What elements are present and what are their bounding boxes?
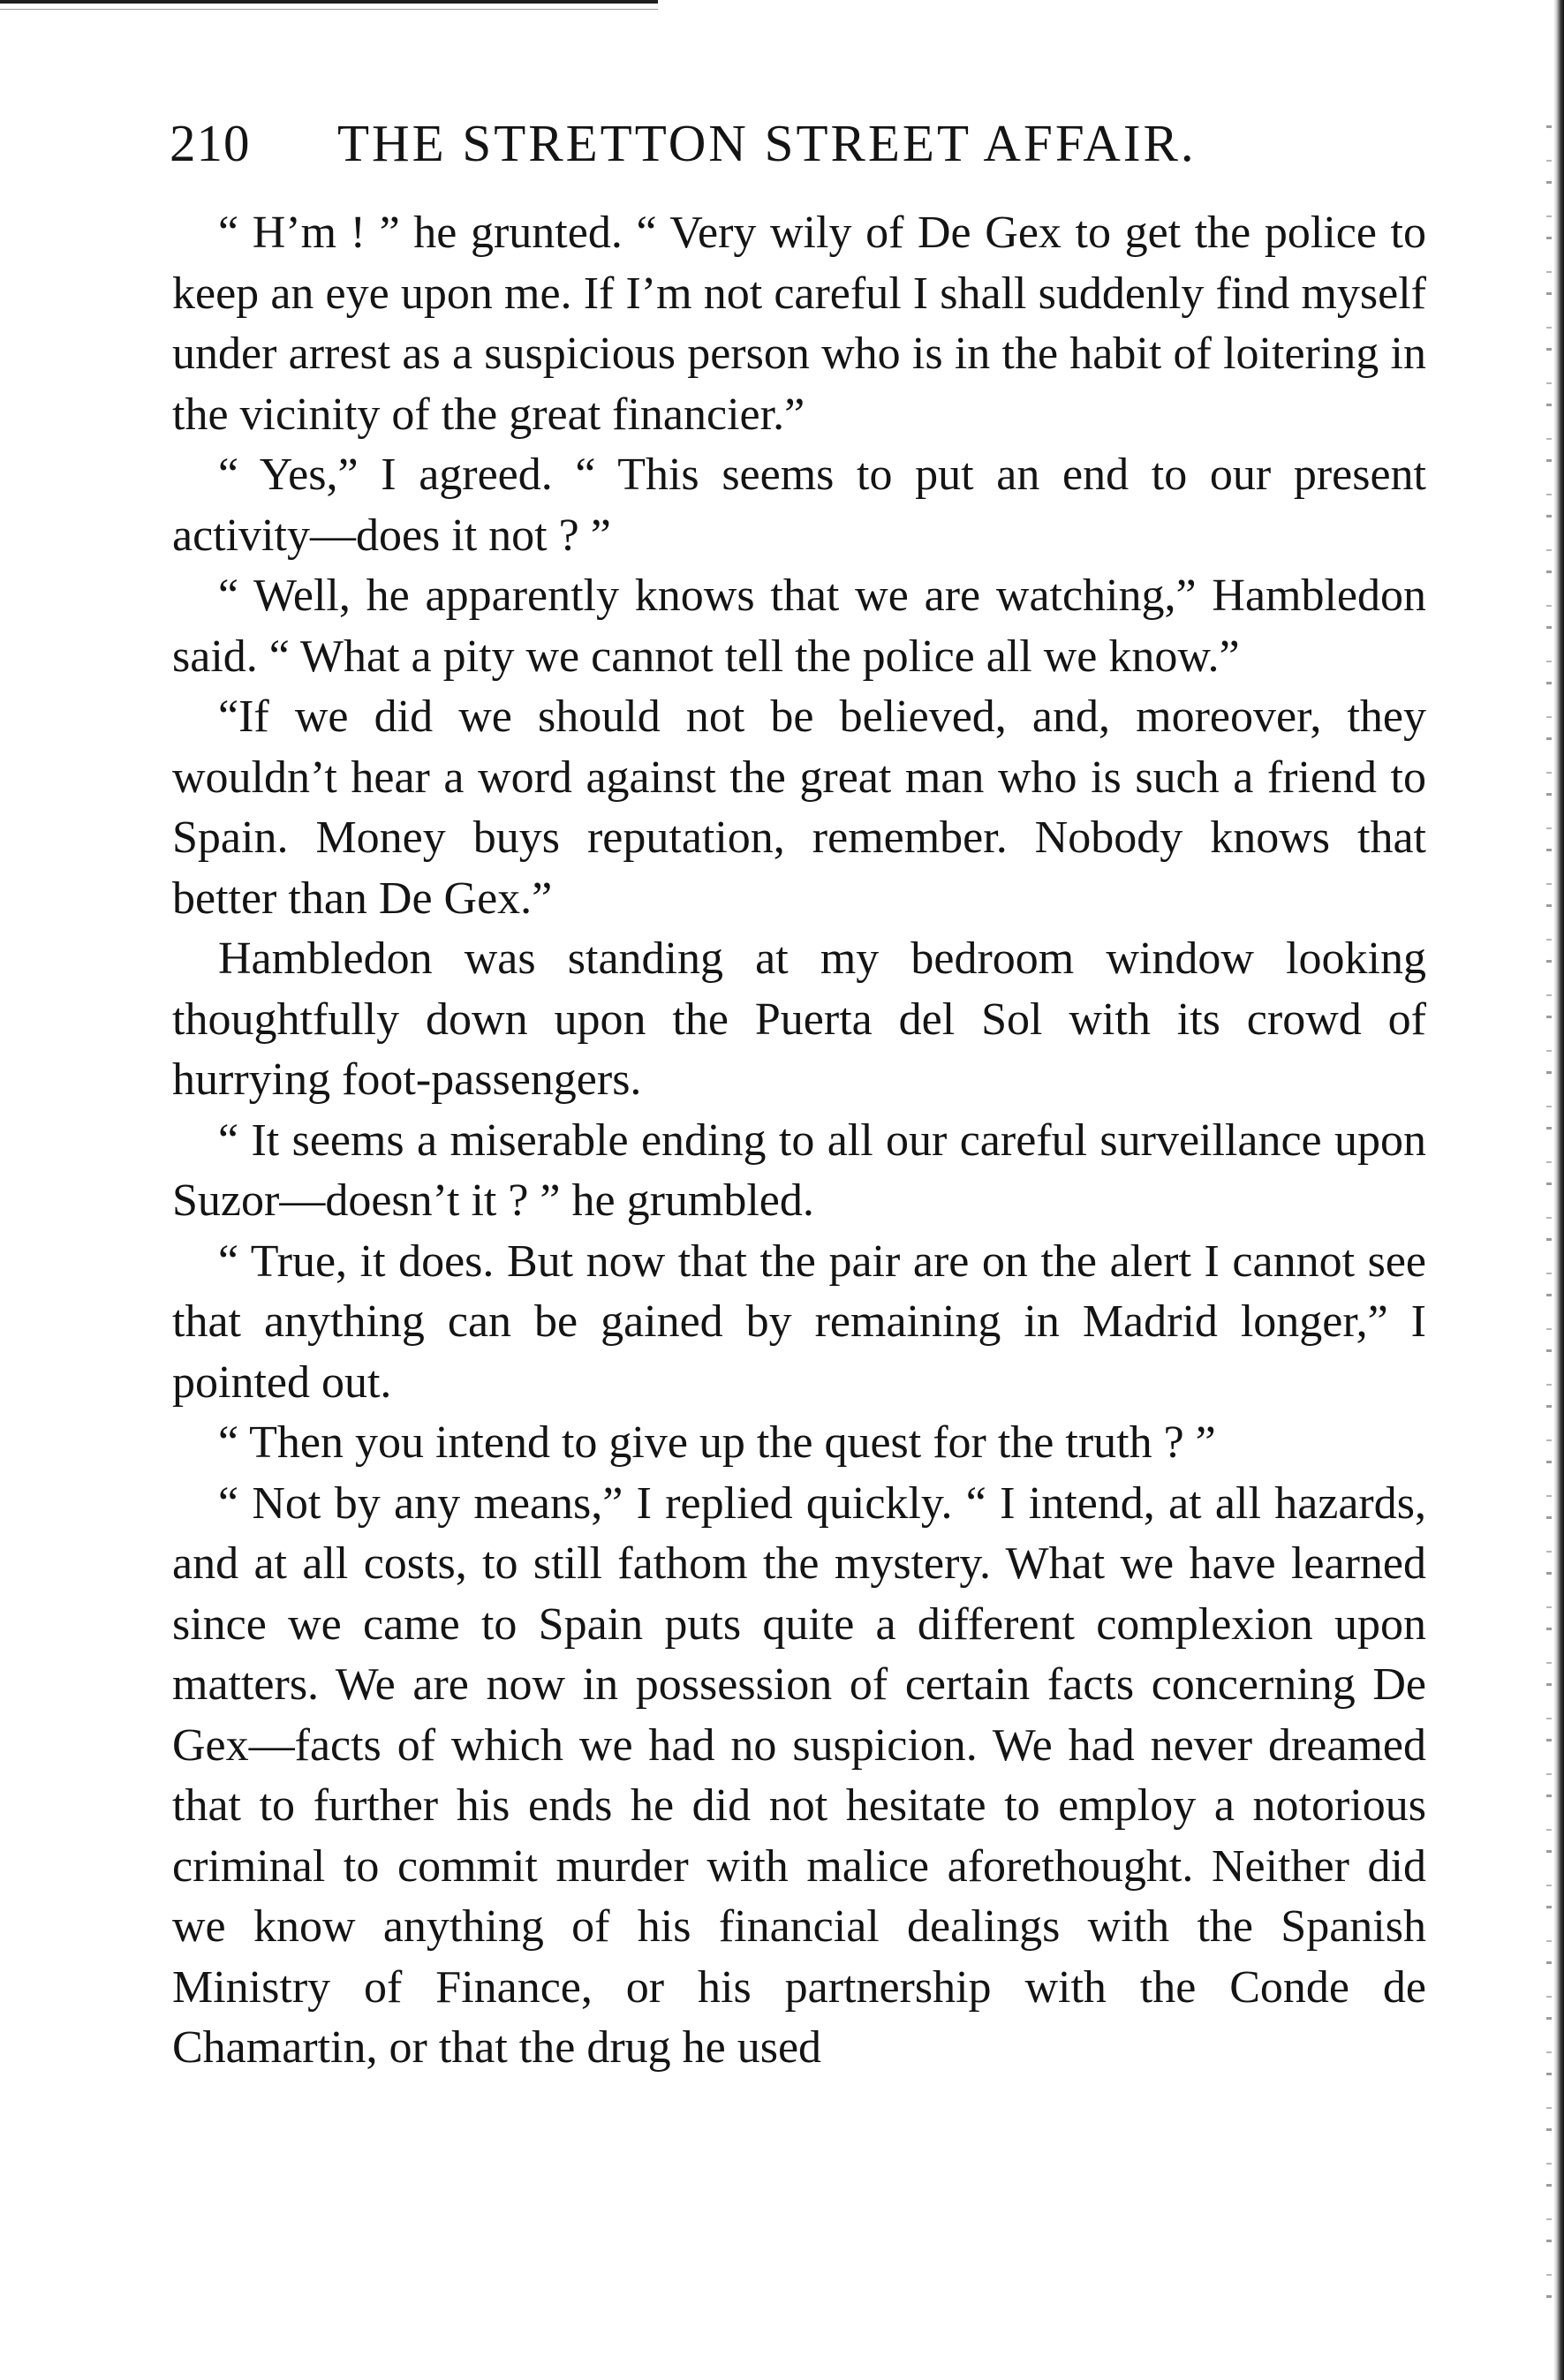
paragraph: Hambledon was standing at my bedroom window looking thoughtfully down upon the Puerta del Sol with its crowd of hurrying foot-passengers.	[172, 933, 1426, 1105]
body-text	[172, 203, 1426, 2079]
running-head	[170, 108, 1424, 178]
paragraph: “ Yes,” I agreed. “ This seems to put an end to our present activity—does it not ? ”	[172, 450, 1426, 561]
paragraph: “ Then you intend to give up the quest for the truth ? ”	[218, 1417, 1216, 1468]
paragraph: “ True, it does. But now that the pair are on the alert I cannot see that anything can be gained by remaining in Madrid longer,” I pointed out.	[172, 1235, 1426, 1408]
paragraph: “ It seems a miserable ending to all our careful surveillance upon Suzor—doesn’t it ? ” he grumbled.	[172, 1114, 1426, 1226]
page-edge-shadow	[1553, 0, 1564, 2380]
page-edge-specks	[1546, 106, 1552, 2314]
paragraph: “ Not by any means,” I replied quickly. “ I intend, at all hazards, and at all costs, to still fathom the mystery. What we have learned since we came to Spain puts quite a different complexion upon matters. We are now in possession of certain facts concerning De Gex—facts of which we had no suspicion. We had never dreamed that to further his ends he did not hesitate to employ a notorious criminal to commit murder with malice aforethought. Neither did we know anything of his financial dealings with the Spanish Ministry of Finance, or his partnership with the Conde de Chamartin, or that the drug he used	[172, 1477, 1426, 2073]
paragraph: “If we did we should not be believed, and, moreover, they wouldn’t hear a word against the great man who is such a friend to Spain. Money buys reputation, remember. Nobody knows that better than De Gex.”	[172, 691, 1426, 924]
top-rule-thin	[0, 9, 658, 10]
book-title: THE STRETTON STREET AFFAIR.	[337, 114, 1197, 172]
top-rule	[0, 0, 658, 4]
paragraph: “ H’m ! ” he grunted. “ Very wily of De Gex to get the police to keep an eye upon me. If I’m not careful I shall suddenly find myself under arrest as a suspicious person who is in the habit of loitering in the vicinity of the great financier.”	[172, 208, 1426, 440]
paragraph: “ Well, he apparently knows that we are watching,” Hambledon said. “ What a pity we cannot tell the police all we know.”	[172, 570, 1426, 682]
page-number: 210	[170, 114, 251, 172]
